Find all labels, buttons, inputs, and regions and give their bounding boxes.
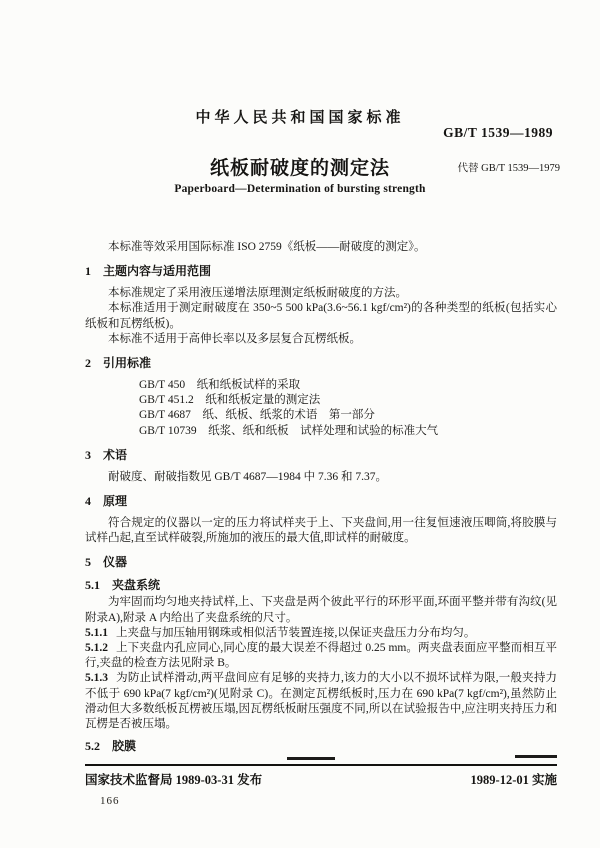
effective-statement: 1989-12-01 实施 [470,773,557,787]
section-3-heading: 3 术语 [85,447,128,462]
scan-artifact-dash [287,757,335,760]
clause-text: 上下夹盘内孔应同心,同心度的最大误差不得超过 0.25 mm。两夹盘表面应平整而相互平行,夹盘的检查方法见附录 B。 [85,642,557,670]
section-2-heading: 2 引用标准 [85,356,152,371]
referenced-standard: GB/T 450 纸和纸板试样的采取 [139,379,301,392]
clause-text: 为防止试样滑动,两平盘间应有足够的夹持力,该力的大小以不损坏试样为限,一般夹持力不低于 690 kPa(7 kgf/cm²)(见附录 C)。在测定瓦楞纸板时,压力在 690 kPa(7 kgf/cm²),虽然防止滑动但大多数纸板瓦楞被压塌,因瓦楞纸板耐压强度不同,所以在试验报告中,应注明夹持压力和瓦楞是否被压塌。 [85,672,557,731]
clause-5-1-3 [85,671,557,732]
clause-number: 5.1.3 [85,672,108,685]
standard-code: GB/T 1539—1989 [443,125,553,140]
clause-text: 上夹盘与加压轴用钢珠或相似活节装置连接,以保证夹盘压力分布均匀。 [116,626,476,639]
footer-divider [85,764,557,766]
intro-paragraph: 本标准等效采用国际标准 ISO 2759《纸板——耐破度的测定》。 [108,241,426,253]
clause-5-1-1 [85,626,557,641]
issue-statement: 国家技术监督局 1989-03-31 发布 [85,773,263,787]
section-4-heading: 4 原理 [85,494,128,509]
subsection-5-2-heading: 5.2 胶膜 [85,739,137,754]
section-1-paragraph: 本标准不适用于高伸长率以及多层复合瓦楞纸板。 [108,332,361,345]
section-1-paragraph: 本标准规定了采用液压递增法原理测定纸板耐破度的方法。 [108,287,407,300]
supersedes-note: 代替 GB/T 1539—1979 [457,163,560,174]
referenced-standard: GB/T 4687 纸、纸板、纸浆的术语 第一部分 [139,409,375,422]
clause-number: 5.1.1 [85,626,108,639]
document-title-en: Paperboard—Determination of bursting strength [174,183,426,195]
document-title-zh: 纸板耐破度的测定法 [209,158,390,179]
subsection-5-1-heading: 5.1 夹盘系统 [85,578,161,593]
section-1-heading: 1 主题内容与适用范围 [85,264,212,279]
section-4-paragraph: 符合规定的仪器以一定的压力将试样夹于上、下夹盘间,用一往复恒速液压唧筒,将胶膜与试样凸起,直至试样破裂,所施加的液压的最大值,即试样的耐破度。 [85,517,557,545]
referenced-standard: GB/T 10739 纸浆、纸和纸板 试样处理和试验的标准大气 [139,424,439,437]
subsection-5-1-paragraph: 为牢固而均匀地夹持试样,上、下夹盘是两个彼此平行的环形平面,环面平整并带有沟纹(见附录A),附录 A 内给出了夹盘系统的尺寸。 [85,596,557,624]
clause-number: 5.1.2 [85,642,108,655]
section-1-paragraph: 本标准适用于测定耐破度在 350~5 500 kPa(3.6~56.1 kgf/cm²)的各种类型的纸板(包括实心纸板和瓦楞纸板)。 [85,302,557,330]
page-number: 166 [100,795,120,807]
section-3-paragraph: 耐破度、耐破指数见 GB/T 4687—1984 中 7.36 和 7.37。 [108,470,387,483]
scan-artifact-dash [515,755,557,758]
footer [85,770,557,788]
clause-5-1-2 [85,641,557,671]
section-5-heading: 5 仪器 [85,555,128,570]
referenced-standard: GB/T 451.2 纸和纸板定量的测定法 [139,394,321,407]
national-standard-caption: 中华人民共和国国家标准 [195,110,405,126]
document-body [85,240,557,756]
